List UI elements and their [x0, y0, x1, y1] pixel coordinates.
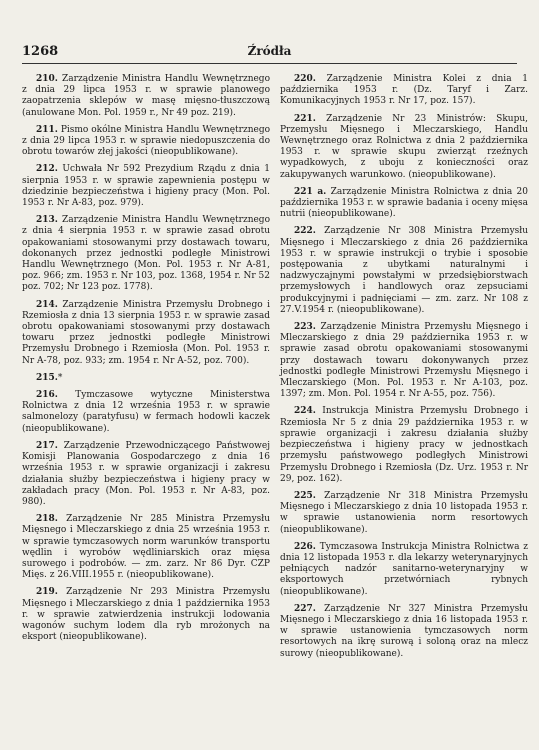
entry-item [22, 587, 270, 643]
entry-number: 221. [294, 113, 316, 124]
entry-text: Tymczasowe wytyczne Ministerstwa Rolnictwa z dnia 12 września 1953 r. w sprawie salmonelozy (paratyfusu) w fermach hodowli kaczek (nieopublikowane). [22, 390, 270, 434]
entry-item [22, 390, 270, 435]
entry-item [280, 74, 528, 108]
entry-item [280, 604, 528, 660]
right-column [280, 74, 528, 666]
entry-item [22, 300, 270, 367]
entry-text: Zarządzenie Przewodniczącego Państwowej Komisji Planowania Gospodarczego z dnia 16 września 1953 r. w sprawie organizacji i zakresu działania służby bezpieczeństwa i higieny pracy w zakładach pracy (Mon. Pol. 1953 r. Nr A-83, poz. 980). [22, 440, 270, 507]
entry-number: 226. [294, 541, 316, 552]
entry-number: 224. [294, 406, 316, 417]
left-column [22, 74, 270, 649]
entry-item [22, 373, 270, 384]
entry-text: Tymczasowa Instrukcja Ministra Rolnictwa z dnia 12 listopada 1953 r. dla lekarzy weterynaryjnych pełniących nadzór sanitarno-weterynaryjny w eksportowych przetwórniach rybnych (nieopublikowane). [280, 541, 528, 597]
entry-text: Zarządzenie Ministra Przemysłu Mięsnego i Mleczarskiego z dnia 29 października 1953 r. w sprawie zasad obrotu opakowaniami stosowanymi przy dostawach towaru dokonywanych przez jednostki podległe Ministrowi Przemysłu Mięsnego i Mleczarskiego (Mon. Pol. 1953 r. Nr A-103, poz. 1397; zm. Mon. Pol. 1954 r. Nr A-55, poz. 756). [280, 322, 528, 400]
entry-number: 213. [36, 215, 58, 226]
entry-number: 215. [36, 372, 58, 383]
entry-text: Uchwała Nr 592 Prezydium Rządu z dnia 1 sierpnia 1953 r. w sprawie zapewnienia postępu w dziedzinie bezpieczeństwa i higieny pracy (Mon. Pol. 1953 r. Nr A-83, poz. 979). [22, 164, 270, 209]
entry-number: 214. [36, 299, 58, 310]
entry-text: Zarządzenie Ministra Kolei z dnia 1 października 1953 r. (Dz. Taryf i Zarz. Komunikacyjnych 1953 r. Nr 17, poz. 157). [280, 74, 528, 107]
entry-number: 211. [36, 124, 58, 135]
entry-number: 222. [294, 226, 316, 237]
entry-item [280, 322, 528, 400]
entry-text: Zarządzenie Ministra Handlu Wewnętrznego z dnia 29 lipca 1953 r. w sprawie planowego zaopatrzenia sklepów w masę mięsno-tłuszczową (anulowane Mon. Pol. 1959 r., Nr 49 poz. 219). [22, 74, 270, 118]
entry-text: Zarządzenie Nr 327 Ministra Przemysłu Mięsnego i Mleczarskiego z dnia 16 listopada 1953 r. w sprawie ustanowienia tymczasowych norm resortowych na ikrę surową i soloną oraz na mlecz surowy (nieopublikowane). [280, 603, 528, 659]
entry-text: Instrukcja Ministra Przemysłu Drobnego i Rzemiosła Nr 5 z dnia 29 października 1953 r. w sprawie organizacji i zakresu działania służby bezpieczeństwa i higieny pracy w jednostkach przemysłu państwowego podległych Ministrowi Przemysłu Drobnego i Rzemiosła (Dz. Urz. 1953 r. Nr 29, poz. 162). [280, 406, 528, 484]
entry-text: Zarządzenie Ministra Rolnictwa z dnia 20 października 1953 r. w sprawie badania i oceny mięsa nutrii (nieopublikowane). [280, 186, 528, 220]
entry-number: 218. [36, 514, 58, 525]
entry-number: 210. [36, 74, 58, 84]
entry-text: Zarządzenie Ministra Przemysłu Drobnego i Rzemiosła z dnia 13 sierpnia 1953 r. w sprawie zasad obrotu opakowaniami stosowanymi przy dostawach towaru przez jednostki podległe Ministrowi Przemysłu Drobnego i Rzemiosła (Mon. Pol. 1953 r. Nr A-78, poz. 933; zm. 1954 r. Nr A-52, poz. 700). [22, 299, 270, 366]
entry-number: 216. [36, 390, 58, 401]
entry-item [22, 125, 270, 159]
entry-text: Pismo okólne Ministra Handlu Wewnętrznego z dnia 29 lipca 1953 r. w sprawie niedopuszczenia do obrotu towarów złej jakości (nieopublikowane). [22, 124, 270, 158]
entry-number: 225. [294, 490, 316, 501]
entry-item [22, 441, 270, 508]
page-number: 1268 [22, 44, 59, 59]
entry-item [280, 491, 528, 536]
page-header [22, 44, 517, 64]
header-rule [22, 63, 517, 64]
entry-text: Zarządzenie Ministra Handlu Wewnętrznego z dnia 4 sierpnia 1953 r. w sprawie zasad obrotu opakowaniami stosowanymi przy dostawach towaru, dokonanych przez jednostki podległe Ministrowi Handlu Wewnętrznego (Mon. Pol. 1953 r. Nr A-81, poz. 966; zm. 1953 r. Nr 103, poz. 1368, 1954 r. Nr 52 poz. 702; Nr 123 poz. 1778). [22, 215, 271, 293]
running-title: Źródła [247, 44, 292, 58]
entry-number: 217. [36, 440, 58, 451]
entry-number: 220. [294, 74, 316, 84]
entry-item [280, 187, 528, 221]
entry-item [280, 542, 528, 598]
entry-text: Zarządzenie Nr 293 Ministra Przemysłu Mięsnego i Mleczarskiego z dnia 1 października 1953 r. w sprawie zatwierdzenia instrukcji lodowania wagonów suchym lodem dla ryb mrożonych na eksport (nieopublikowane). [22, 587, 270, 643]
entry-text: Zarządzenie Nr 23 Ministrów: Skupu, Przemysłu Mięsnego i Mleczarskiego, Handlu Wewnętrznego oraz Rolnictwa z dnia 2 października 1953 r. w sprawie skupu zwierząt rzeźnych wypadkowych, z uboju z konieczności oraz zakupywanych warunkowo. (nieopublikowane). [280, 113, 528, 180]
entry-number: 221 a. [294, 186, 327, 197]
entry-item [22, 215, 270, 293]
entry-number: 223. [294, 322, 316, 333]
entry-text: Zarządzenie Nr 285 Ministra Przemysłu Mięsnego i Mleczarskiego z dnia 25 września 1953 r. w sprawie tymczasowych norm warunków transportu wędlin i wyrobów wędliniarskich oraz mięsa surowego i podrobów. — zm. zarz. Nr 86 Dyr. CZP Mięs. z 26.VIII.1955 r. (nieopublikowane). [22, 514, 270, 581]
entry-item [22, 74, 270, 119]
entry-number: 227. [294, 603, 316, 614]
entry-item [280, 406, 528, 484]
entry-item [280, 114, 528, 181]
entry-text: Zarządzenie Nr 308 Ministra Przemysłu Mięsnego i Mleczarskiego z dnia 26 października 1953 r. w sprawie instrukcji o trybie i sposobie postępowania z ubytkami naturalnymi i nadzwyczajnymi powstałymi w przedsiębiorstwach przemysłowych i handlowych oraz zepsuciami produkcyjnymi i padnięciami — zm. zarz. Nr 108 z 27.V.1954 r. (nieopublikowane). [280, 226, 528, 315]
entry-number: 212. [36, 164, 58, 175]
entry-text: Zarządzenie Nr 318 Ministra Przemysłu Mięsnego i Mleczarskiego z dnia 10 listopada 1953 r. w sprawie ustanowienia norm resortowych (nieopublikowane). [280, 490, 528, 535]
entry-text: * [57, 372, 63, 383]
entry-item [22, 514, 270, 581]
entry-number: 219. [36, 587, 58, 598]
entry-item [22, 164, 270, 209]
entry-item [280, 226, 528, 316]
